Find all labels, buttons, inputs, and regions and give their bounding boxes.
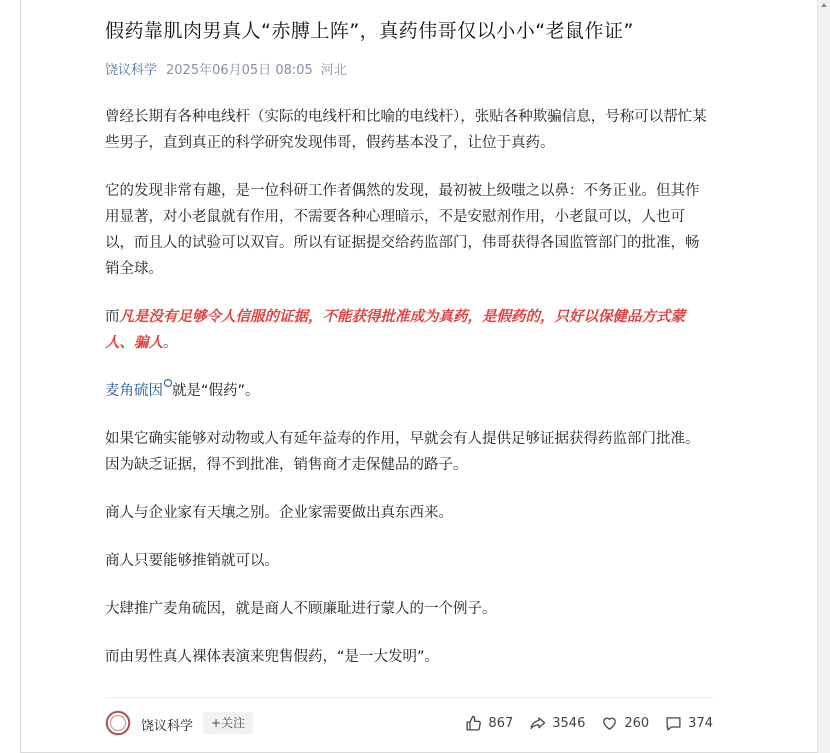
search-icon[interactable] [164,379,172,387]
meta-author-link[interactable]: 饶议科学 [105,63,158,78]
comment-button[interactable] [665,715,713,732]
paragraph: 商人与企业家有天壤之别。企业家需要做出真东西来。 [105,505,453,521]
share-button[interactable] [529,715,585,732]
paragraph: 如果它确实能够对动物或人有延年益寿的作用，早就会有人提供足够证据获得药监部门批准。因为缺乏证据，得不到批准，销售商才走保健品的路子。 [105,431,700,473]
article-content [105,104,713,692]
highlight-emphasis: 凡是没有足够令人信服的证据，不能获得批准成为真药，是假药的，只好以保健品方式蒙人、骗人 [105,309,685,351]
like-button[interactable] [465,715,513,732]
highlight-lead: 而 [105,309,120,325]
like-count: 867 [488,715,514,731]
thumbs-up-icon [465,715,482,732]
heart-icon [601,715,618,732]
scroll-up-arrow-icon[interactable] [821,3,827,7]
action-bar [449,711,713,735]
footer-divider [105,697,713,698]
comment-icon [665,715,682,732]
footer-author-name[interactable]: 饶议科学 [141,719,194,734]
favorite-button[interactable] [601,715,649,732]
ergothioneine-search-link[interactable]: 麦角硫因 [105,383,163,399]
link-paragraph [105,378,713,404]
paragraph: 大肆推广麦角硫因，就是商人不顾廉耻进行蒙人的一个例子。 [105,601,497,617]
highlight-paragraph [105,304,713,356]
article-meta [105,59,355,78]
avatar-logo[interactable] [105,710,131,736]
favorite-count: 260 [624,715,650,731]
paragraph: 它的发现非常有趣，是一位科研工作者偶然的发现，最初被上级嗤之以鼻：不务正业。但其作用显著，对小老鼠就有作用，不需要各种心理暗示，不是安慰剂作用，小老鼠可以，人也可以，而且人的试验可以双盲。所以有证据提交给药监部门，伟哥获得各国监管部门的批准，畅销全球。 [105,183,700,277]
meta-date: 2025年06月05日 08:05 [166,63,313,78]
share-icon [529,715,546,732]
paragraph: 曾经长期有各种电线杆（实际的电线杆和比喻的电线杆），张贴各种欺骗信息，号称可以帮忙某些男子，直到真正的科学研究发现伟哥，假药基本没了，让位于真药。 [105,109,707,151]
link-paragraph-rest: 就是“假药”。 [172,383,260,399]
paragraph: 而由男性真人裸体表演来兜售假药，“是一大发明”。 [105,649,440,665]
share-count: 3546 [552,715,586,731]
follow-button[interactable]: +关注 [203,712,253,734]
paragraph: 商人只要能够推销就可以。 [105,553,279,569]
article-footer [105,708,713,738]
article-title: 假药靠肌肉男真人“赤膊上阵”，真药伟哥仅以小小“老鼠作证” [105,20,634,42]
highlight-tail: 。 [163,335,178,351]
comment-count: 374 [688,715,713,731]
scrollbar[interactable] [817,0,830,753]
meta-location: 河北 [320,63,347,78]
